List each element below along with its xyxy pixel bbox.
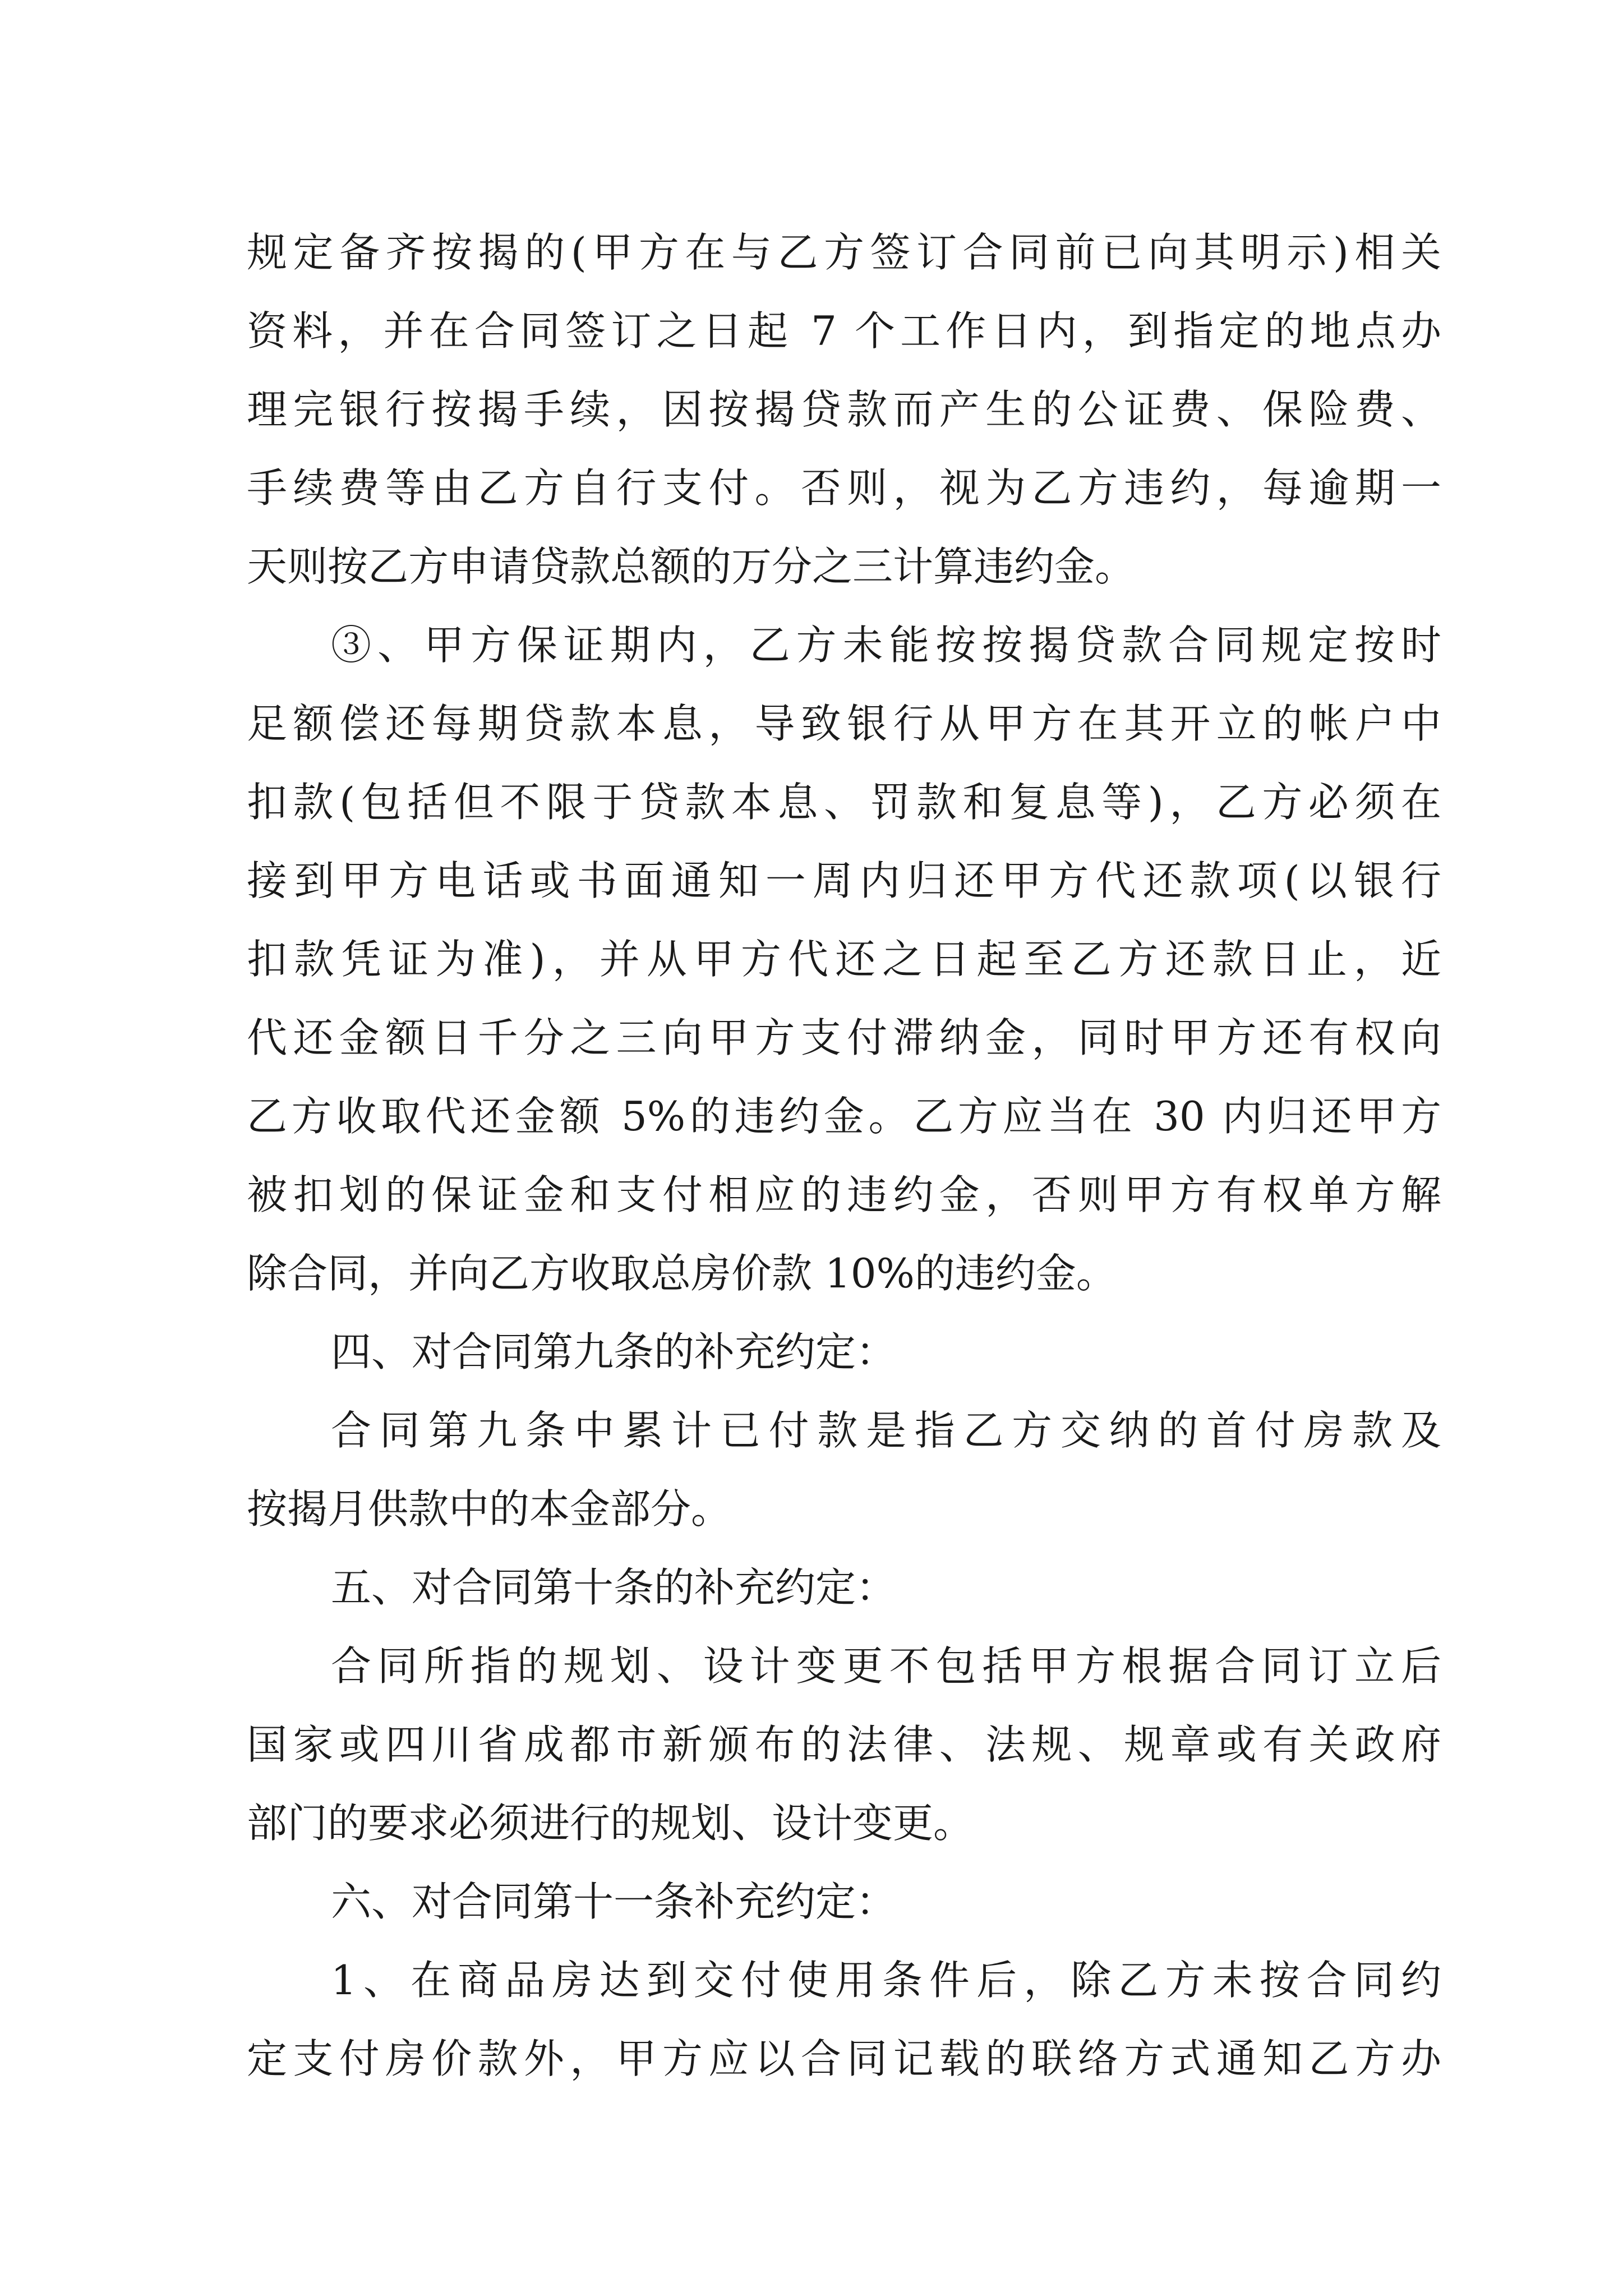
document-body <box>247 213 1441 2098</box>
text-line: 按揭月供款中的本金部分。 <box>247 1485 732 1533</box>
text-line: 理完银行按揭手续，因按揭贷款而产生的公证费、保险费、 <box>247 386 1441 433</box>
text-line: 代还金额日千分之三向甲方支付滞纳金，同时甲方还有权向 <box>247 1014 1441 1061</box>
text-line: 1、在商品房达到交付使用条件后，除乙方未按合同约 <box>331 1957 1441 2004</box>
text-line: 足额偿还每期贷款本息，导致银行从甲方在其开立的帐户中 <box>247 700 1441 747</box>
text-line: 扣款(包括但不限于贷款本息、罚款和复息等)，乙方必须在 <box>247 779 1441 826</box>
text-line: 乙方收取代还金额 5%的违约金。乙方应当在 30 内归还甲方 <box>247 1093 1441 1140</box>
text-line: 资料，并在合同签订之日起 7 个工作日内，到指定的地点办 <box>247 307 1441 355</box>
text-line: 国家或四川省成都市新颁布的法律、法规、规章或有关政府 <box>247 1721 1441 1768</box>
text-line: 四、对合同第九条的补充约定： <box>331 1328 897 1375</box>
text-line: 六、对合同第十一条补充约定： <box>331 1878 897 1925</box>
text-line: 合同第九条中累计已付款是指乙方交纳的首付房款及 <box>331 1407 1441 1454</box>
text-line: 被扣划的保证金和支付相应的违约金，否则甲方有权单方解 <box>247 1171 1441 1218</box>
text-line: 规定备齐按揭的(甲方在与乙方签订合同前已向其明示)相关 <box>247 229 1441 276</box>
text-line: 定支付房价款外，甲方应以合同记载的联络方式通知乙方办 <box>247 2035 1441 2082</box>
text-line: 部门的要求必须进行的规划、设计变更。 <box>247 1800 974 1847</box>
text-line: 五、对合同第十条的补充约定： <box>331 1564 897 1611</box>
text-line: 扣款凭证为准)，并从甲方代还之日起至乙方还款日止，近 <box>247 936 1441 983</box>
text-line: 手续费等由乙方自行支付。否则，视为乙方违约，每逾期一 <box>247 464 1441 512</box>
text-line: ③、甲方保证期内，乙方未能按按揭贷款合同规定按时 <box>331 622 1441 669</box>
text-line: 接到甲方电话或书面通知一周内归还甲方代还款项(以银行 <box>247 857 1441 904</box>
text-line: 除合同，并向乙方收取总房价款 10%的违约金。 <box>247 1250 1117 1297</box>
text-line: 合同所指的规划、设计变更不包括甲方根据合同订立后 <box>331 1642 1441 1690</box>
text-line: 天则按乙方申请贷款总额的万分之三计算违约金。 <box>247 543 1136 590</box>
